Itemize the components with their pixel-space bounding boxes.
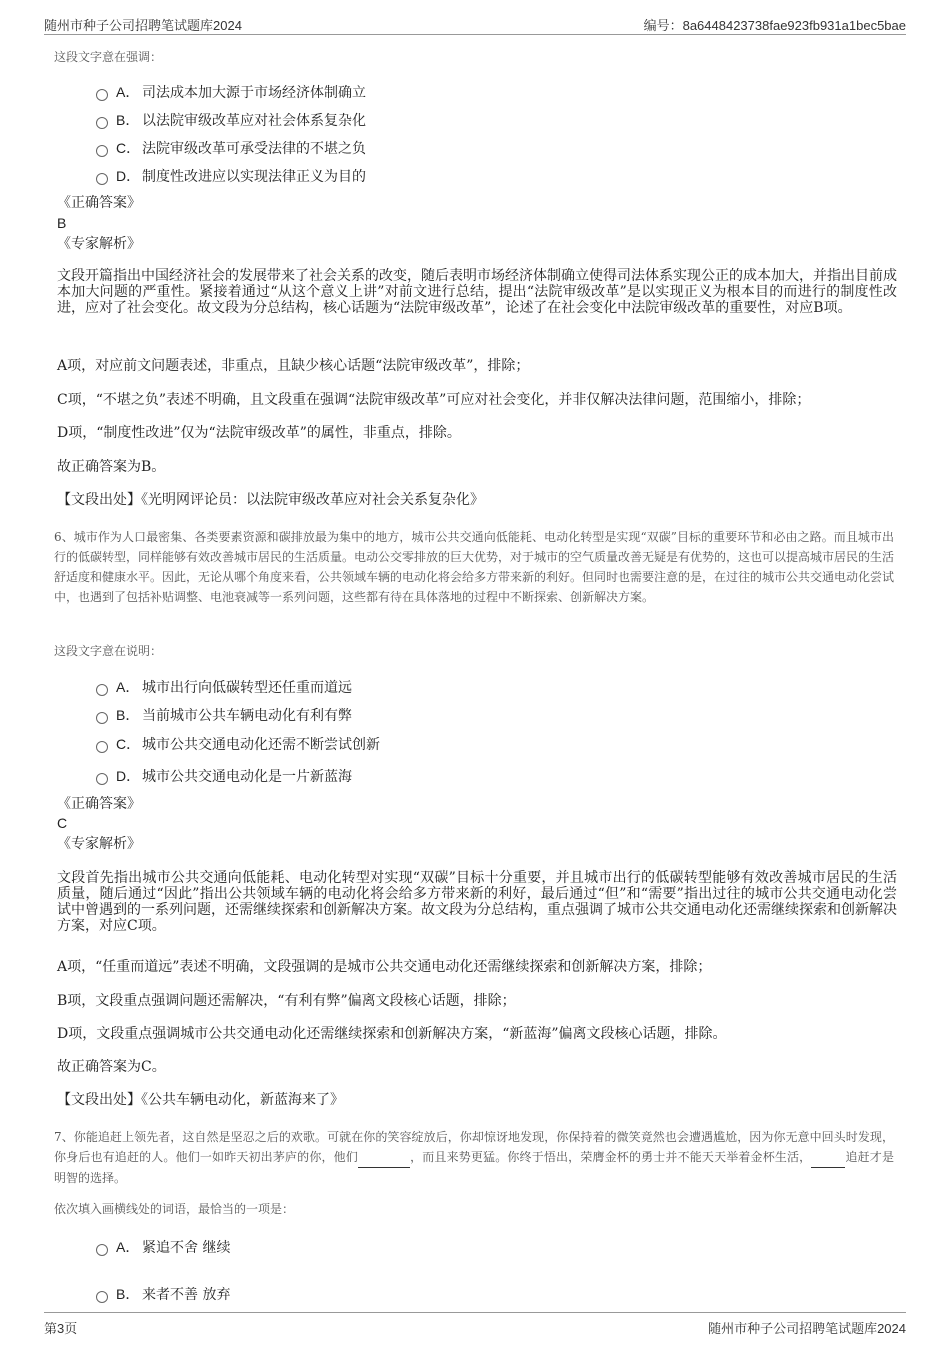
fill-blank-2[interactable] xyxy=(811,1147,845,1168)
q6-final: 故正确答案为C。 xyxy=(57,1059,166,1075)
q6-passage: 6、城市作为人口最密集、各类要素资源和碳排放最为集中的地方，城市公共交通向低能耗、电动化转型是实现“双碳”目标的重要环节和必由之路。而且城市出行的低碳转型，同样能够有效改善城市居民的生活质量。电动公交零排放的巨大优势，对于城市的空气质量改善无疑是有优势的，这也可以提高城市居民的生活舒适度和健康水平。因此，无论从哪个角度来看，公共领域车辆的电动化将会给多方带来新的利好。但同时也需要注意的是，在过往的城市公共交通电动化尝试中，也遇到了包括补贴调整、电池衰减等一系列问题，这些都有待在具体落地的过程中不断探索、创新解决方案。 xyxy=(54,530,895,604)
q5-analysis-a: A项，对应前文问题表述，非重点，且缺少核心话题“法院审级改革”，排除； xyxy=(57,358,530,374)
q5-option-b[interactable]: B． 以法院审级改革应对社会体系复杂化 xyxy=(96,110,366,130)
q7-prompt: 依次填入画横线处的词语，最恰当的一项是： xyxy=(54,1202,295,1216)
q6-option-c[interactable]: C． 城市公共交通电动化还需不断尝试创新 xyxy=(96,734,380,754)
q5-option-d[interactable]: D． 制度性改进应以实现法律正义为目的 xyxy=(96,166,366,186)
radio-icon[interactable] xyxy=(96,1291,108,1303)
q6-answer-label: 《正确答案》 xyxy=(57,796,141,812)
q7-option-a[interactable]: A． 紧追不舍 继续 xyxy=(96,1237,230,1257)
q6-analysis-label: 《专家解析》 xyxy=(57,836,141,852)
page-number: 第3页 xyxy=(44,1321,78,1336)
q7-passage: 7、你能追赶上领先者，这自然是坚忍之后的欢歌。可就在你的笑容绽放后，你却惊讶地发现，你保持着的微笑竟然也会遭遇尴尬，因为你无意中回头时发现，你身后也有追赶的人。他们一如昨天初出茅庐的你，他们 ，而且来势更猛。你终于悟出，荣膺金杯的勇士并不能天天举着金杯生活， 追赶才是明智的选择。 xyxy=(54,1130,894,1185)
q5-option-a[interactable]: A． 司法成本加大源于市场经济体制确立 xyxy=(96,82,366,102)
radio-icon[interactable] xyxy=(96,1244,108,1256)
q5-final: 故正确答案为B。 xyxy=(57,459,166,475)
radio-icon[interactable] xyxy=(96,145,108,157)
q5-source: 【文段出处】《光明网评论员：以法院审级改革应对社会关系复杂化》 xyxy=(57,492,484,508)
radio-icon[interactable] xyxy=(96,117,108,129)
radio-icon[interactable] xyxy=(96,684,108,696)
header-id: 编号：8a6448423738fae923fb931a1bec5bae xyxy=(643,18,906,33)
radio-icon[interactable] xyxy=(96,173,108,185)
header-title: 随州市种子公司招聘笔试题库2024 xyxy=(44,18,242,33)
q6-option-a[interactable]: A． 城市出行向低碳转型还任重而道远 xyxy=(96,677,352,697)
q6-analysis-b: B项，文段重点强调问题还需解决，“有利有弊”偏离文段核心话题，排除； xyxy=(57,993,516,1009)
q6-option-b[interactable]: B． 当前城市公共车辆电动化有利有弊 xyxy=(96,705,352,725)
q5-answer-label: 《正确答案》 xyxy=(57,195,141,211)
footer-title: 随州市种子公司招聘笔试题库2024 xyxy=(708,1321,906,1336)
radio-icon[interactable] xyxy=(96,741,108,753)
q5-option-c[interactable]: C． 法院审级改革可承受法律的不堪之负 xyxy=(96,138,366,158)
radio-icon[interactable] xyxy=(96,89,108,101)
q5-analysis-c: C项，“不堪之负”表述不明确，且文段重在强调“法院审级改革”可应对社会变化，并非仅解决法律问题，范围缩小，排除； xyxy=(57,392,811,408)
q6-analysis-a: A项，“任重而道远”表述不明确，文段强调的是城市公共交通电动化还需继续探索和创新解决方案，排除； xyxy=(57,959,712,975)
q6-analysis-d: D项，文段重点强调城市公共交通电动化还需继续探索和创新解决方案，“新蓝海”偏离文段核心话题，排除。 xyxy=(57,1026,727,1042)
page-footer xyxy=(44,1312,906,1337)
q5-prompt: 这段文字意在强调： xyxy=(54,50,163,64)
q5-answer: B xyxy=(57,215,67,231)
q5-analysis-d: D项，“制度性改进”仅为“法院审级改革”的属性，非重点，排除。 xyxy=(57,425,461,441)
fill-blank-1[interactable] xyxy=(358,1147,410,1168)
q6-analysis: 文段首先指出城市公共交通向低能耗、电动化转型对实现“双碳”目标十分重要，并且城市出行的低碳转型能够有效改善城市居民的生活质量，随后通过“因此”指出公共领域车辆的电动化将会给多方带来新的利好，最后通过“但”和“需要”指出过往的城市公共交通电动化尝试中曾遇到的一系列问题，还需继续探索和创新解决方案。故文段为分总结构，重点强调了城市公共交通电动化还需继续探索和创新解决方案，对应C项。 xyxy=(57,870,897,934)
page-header xyxy=(44,12,906,35)
q6-prompt: 这段文字意在说明： xyxy=(54,644,163,658)
q7-option-b[interactable]: B． 来者不善 放弃 xyxy=(96,1284,230,1304)
q6-option-d[interactable]: D． 城市公共交通电动化是一片新蓝海 xyxy=(96,766,352,786)
radio-icon[interactable] xyxy=(96,773,108,785)
q5-analysis: 文段开篇指出中国经济社会的发展带来了社会关系的改变，随后表明市场经济体制确立使得司法体系实现公正的成本加大，并指出目前成本加大问题的严重性。紧接着通过“从这个意义上讲”对前文进行总结，提出“法院审级改革”是以实现正义为根本目的而进行的制度性改进，应对了社会变化。故文段为分总结构，核心话题为“法院审级改革”，论述了在社会变化中法院审级改革的重要性，对应B项。 xyxy=(57,268,897,316)
q6-source: 【文段出处】《公共车辆电动化，新蓝海来了》 xyxy=(57,1092,344,1108)
radio-icon[interactable] xyxy=(96,712,108,724)
q6-answer: C xyxy=(57,815,68,831)
q5-analysis-label: 《专家解析》 xyxy=(57,236,141,252)
